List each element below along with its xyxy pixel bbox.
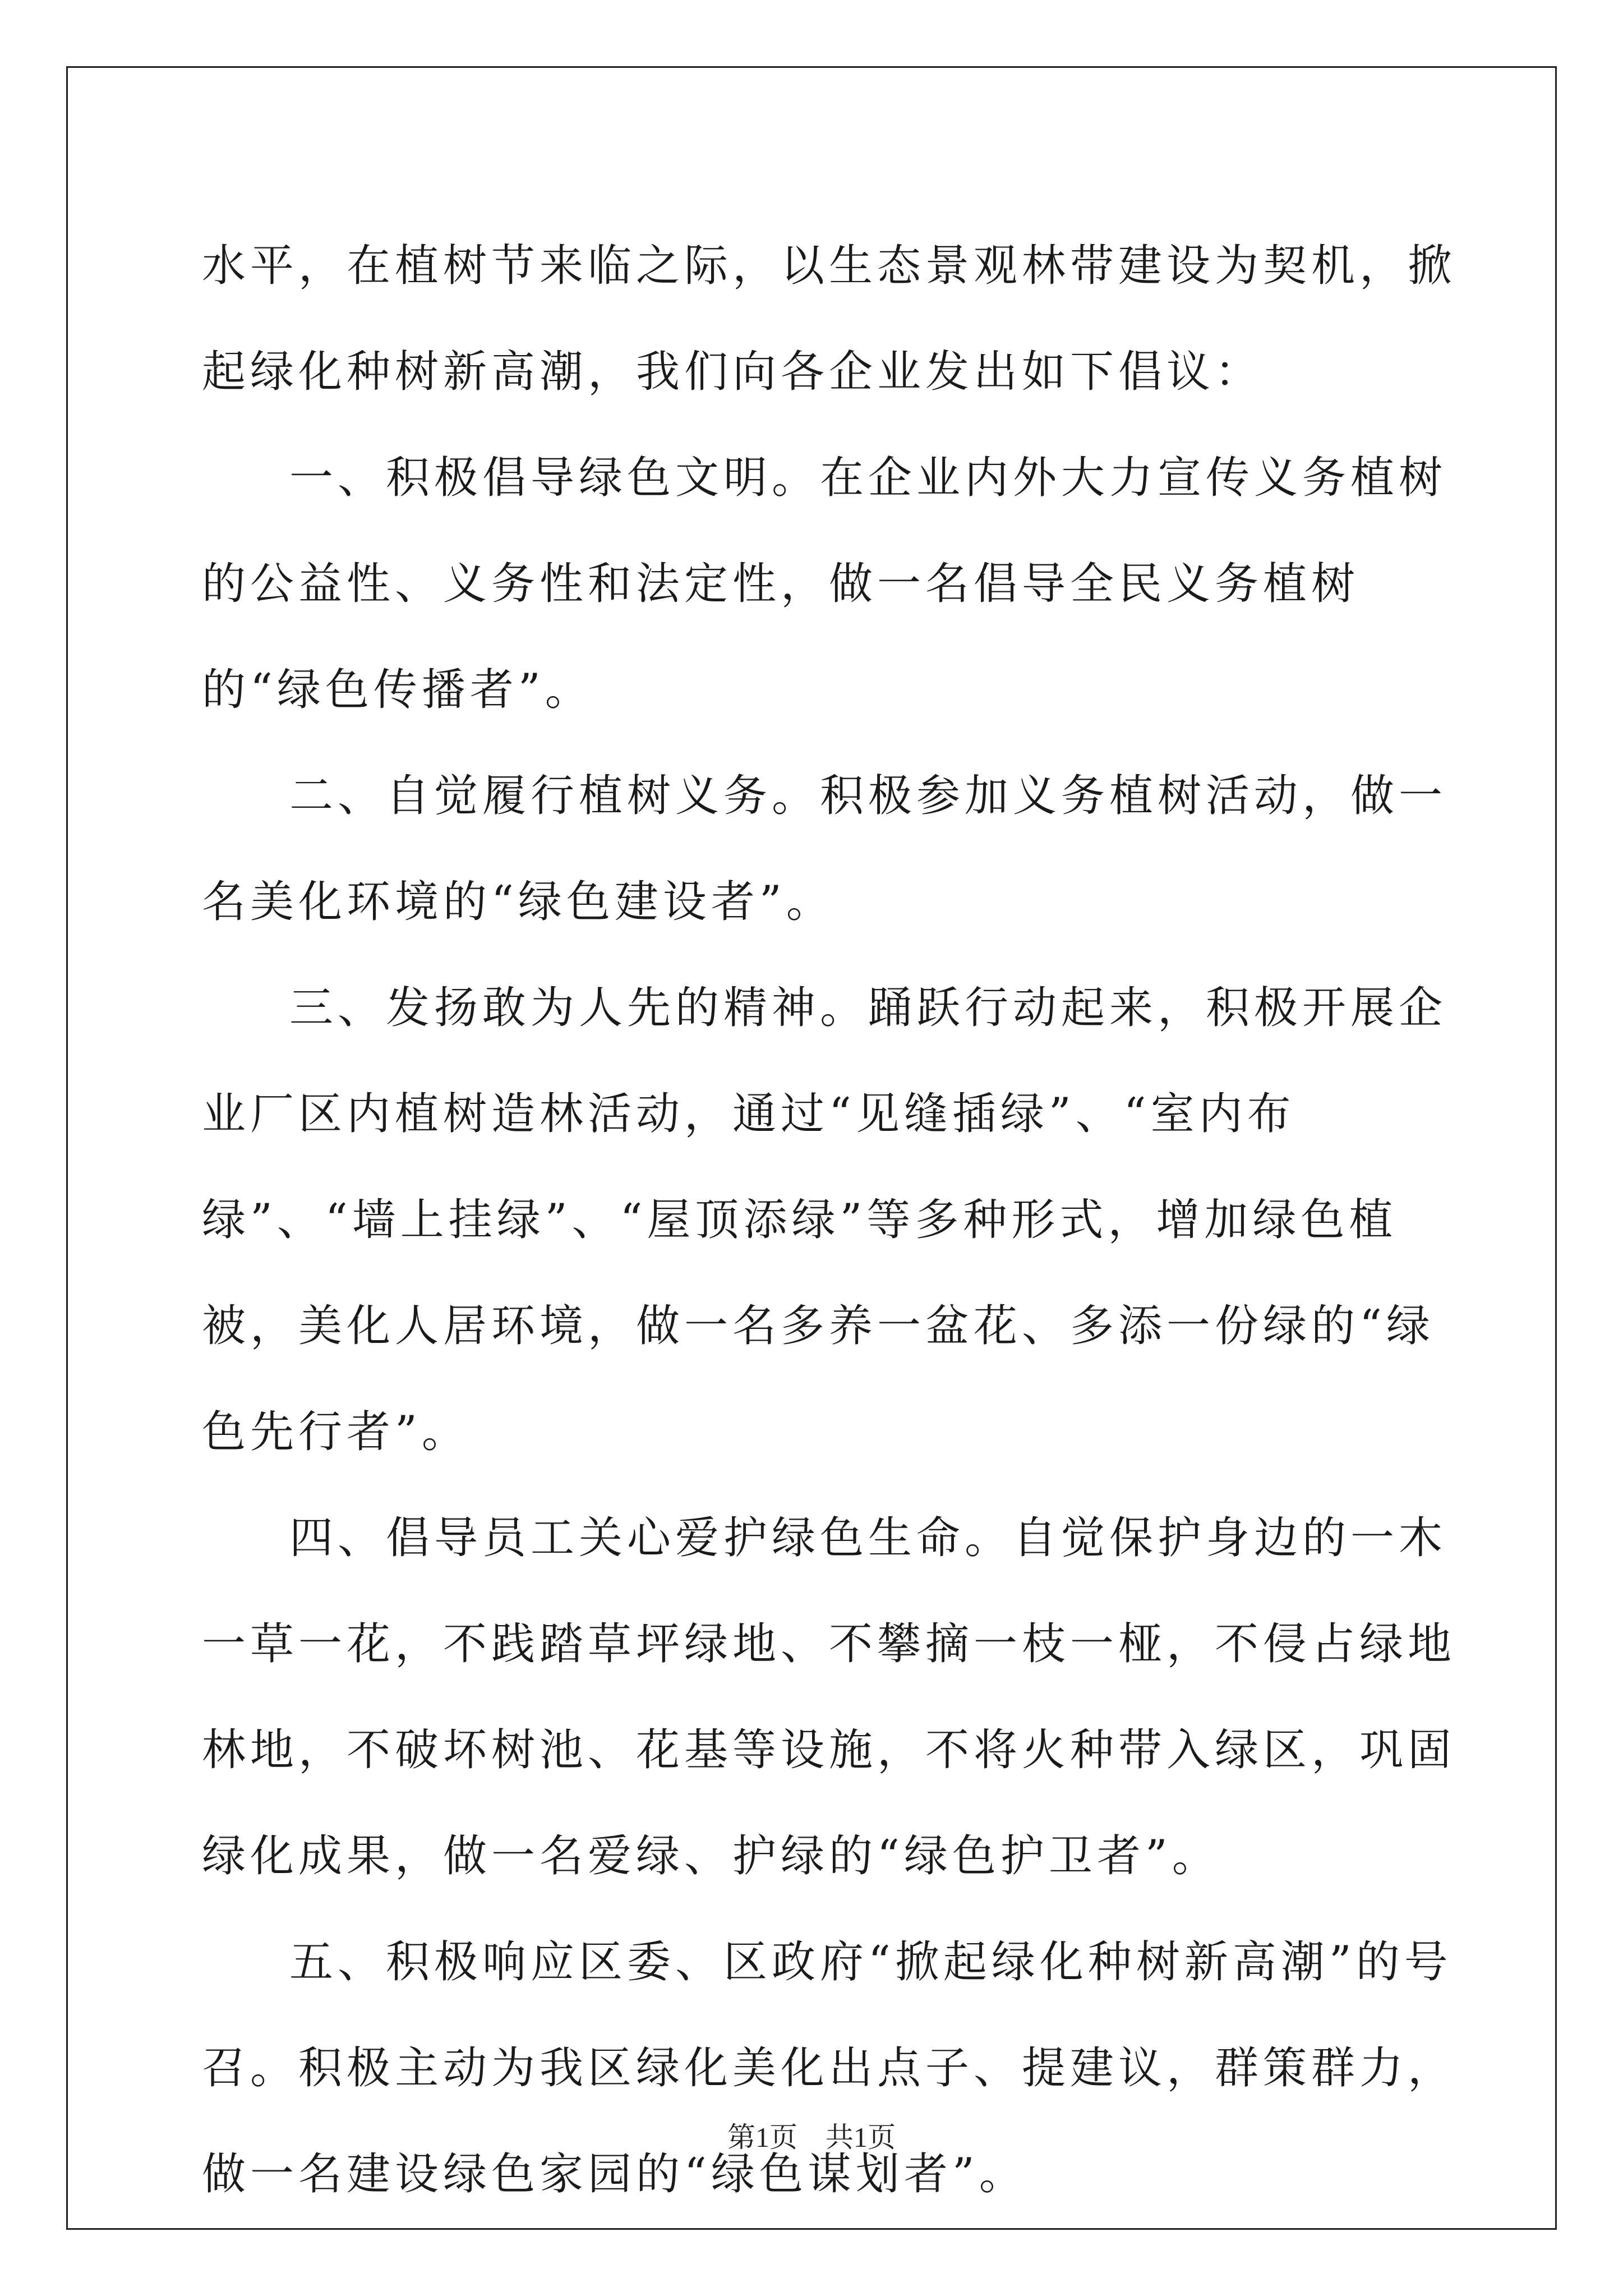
paragraph-item-3: 三、发扬敢为人先的精神。踊跃行动起来，积极开展企业厂区内植树造林活动，通过“见缝插绿”、“室内布绿”、“墙上挂绿”、“屋顶添绿”等多种形式，增加绿色植被，美化人居环境，做一名多养一盆花、多添一份绿的“绿色先行者”。	[202, 983, 1447, 1457]
page-number-footer: 第1页 共1页	[727, 2122, 896, 2153]
paragraph-intro: 水平，在植树节来临之际，以生态景观林带建设为契机，掀起绿化种树新高潮，我们向各企业发出如下倡议：	[202, 241, 1456, 397]
document-body	[202, 213, 1458, 2228]
paragraph-item-1: 一、积极倡导绿色文明。在企业内外大力宣传义务植树的公益性、义务性和法定性，做一名倡导全民义务植树的“绿色传播者”。	[202, 453, 1447, 715]
paragraph-item-5: 五、积极响应区委、区政府“掀起绿化种树新高潮”的号召。积极主动为我区绿化美化出点子、提建议，群策群力，做一名建设绿色家园的“绿色谋划者”。	[202, 1937, 1456, 2200]
paragraph-item-4: 四、倡导员工关心爱护绿色生命。自觉保护身边的一木一草一花，不践踏草坪绿地、不攀摘一枝一桠，不侵占绿地林地，不破坏树池、花基等设施，不将火种带入绿区，巩固绿化成果，做一名爱绿、护绿的“绿色护卫者”。	[202, 1513, 1456, 1881]
paragraph-item-2: 二、自觉履行植树义务。积极参加义务植树活动，做一名美化环境的“绿色建设者”。	[202, 771, 1447, 927]
